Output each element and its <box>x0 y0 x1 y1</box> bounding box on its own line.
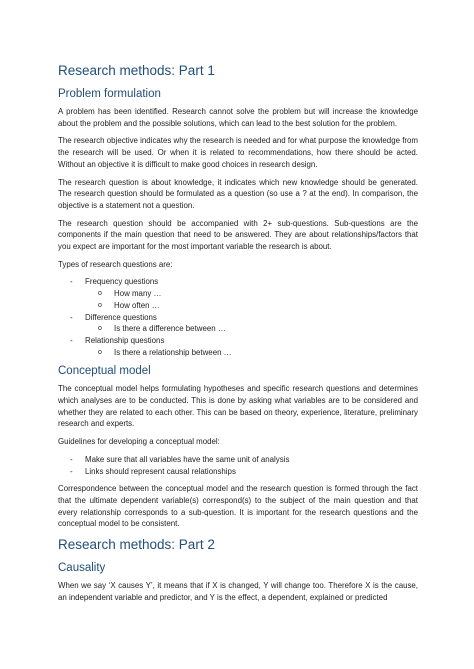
heading-causality: Causality <box>58 562 106 575</box>
paragraph-problem: A problem has been identified. Research cannot solve the problem but will increase the knowledge about the problem and the possible solutions, which can lead to the best solution for the problem. <box>58 107 418 128</box>
guidelines-list <box>58 454 418 477</box>
paragraph-research-question: The research question is about knowledge, it indicates which new knowledge should be generated. The research question should be formulated as a question (so use a ? at the end). In comparison, the objective is a statement not a question. <box>58 177 418 210</box>
list-item: o How many … <box>98 289 162 299</box>
circle-bullet: o <box>98 348 102 356</box>
heading-problem-formulation: Problem formulation <box>58 88 161 100</box>
types-intro: Types of research questions are: <box>58 259 173 269</box>
heading-conceptual-model: Conceptual model <box>58 365 151 378</box>
dash-bullet: - <box>70 454 73 464</box>
list-item: o Is there a relationship between … <box>98 347 232 357</box>
circle-bullet: o <box>98 290 102 298</box>
dash-bullet: - <box>70 335 73 345</box>
types-list <box>58 276 418 358</box>
list-item: o Is there a difference between … <box>98 324 226 334</box>
list-item: - Make sure that all variables have the same unit of analysis <box>70 454 290 464</box>
dash-bullet: - <box>70 277 73 287</box>
list-item: o How often … <box>98 300 160 310</box>
list-item: - Difference questions <box>70 312 157 322</box>
paragraph-sub-questions: The research question should be accompanied with 2+ sub-questions. Sub-questions are the components if the main question that need to be answered. They are about relationships/factors that you expect are important for the most important variable the research is about. <box>58 218 418 252</box>
guidelines-intro: Guidelines for developing a conceptual model: <box>58 437 220 447</box>
list-item: - Frequency questions <box>70 277 159 287</box>
section-title-part-2: Research methods: Part 2 <box>58 537 215 553</box>
dash-bullet: - <box>70 466 73 476</box>
paragraph-correspondence: Correspondence between the conceptual model and the research question is formed through the fact that the ultimate dependent variable(s) correspond(s) to the subject of the main question and that every relationship corresponds to a sub-question. It is important for the research questions and the conceptual model to be consistent. <box>58 484 418 529</box>
section-title-part-1: Research methods: Part 1 <box>58 63 215 78</box>
document-page <box>58 62 418 610</box>
list-item: - Links should represent causal relationships <box>70 466 236 476</box>
paragraph-objective: The research objective indicates why the research is needed and for what purpose the knowledge from the research will be used. Or when it is related to recommendations, how there should be acted. Without an objective it is difficult to make good choices in research design. <box>58 136 418 169</box>
circle-bullet: o <box>98 301 102 309</box>
circle-bullet: o <box>98 325 102 333</box>
paragraph-causality: When we say ‘X causes Y’, it means that if X is changed, Y will change too. Therefore X is the cause, an independent variable and predictor, and Y is the effect, a dependent, explained or predicted <box>58 581 418 602</box>
dash-bullet: - <box>70 312 73 322</box>
list-item: - Relationship questions <box>70 335 165 345</box>
paragraph-conceptual-model: The conceptual model helps formulating hypotheses and specific research questions and determines which analyses are to be conducted. This is done by asking what variables are to be considered and whether they are related to each other. This can be based on theory, experience, literature, preliminary research and experts. <box>58 384 418 429</box>
